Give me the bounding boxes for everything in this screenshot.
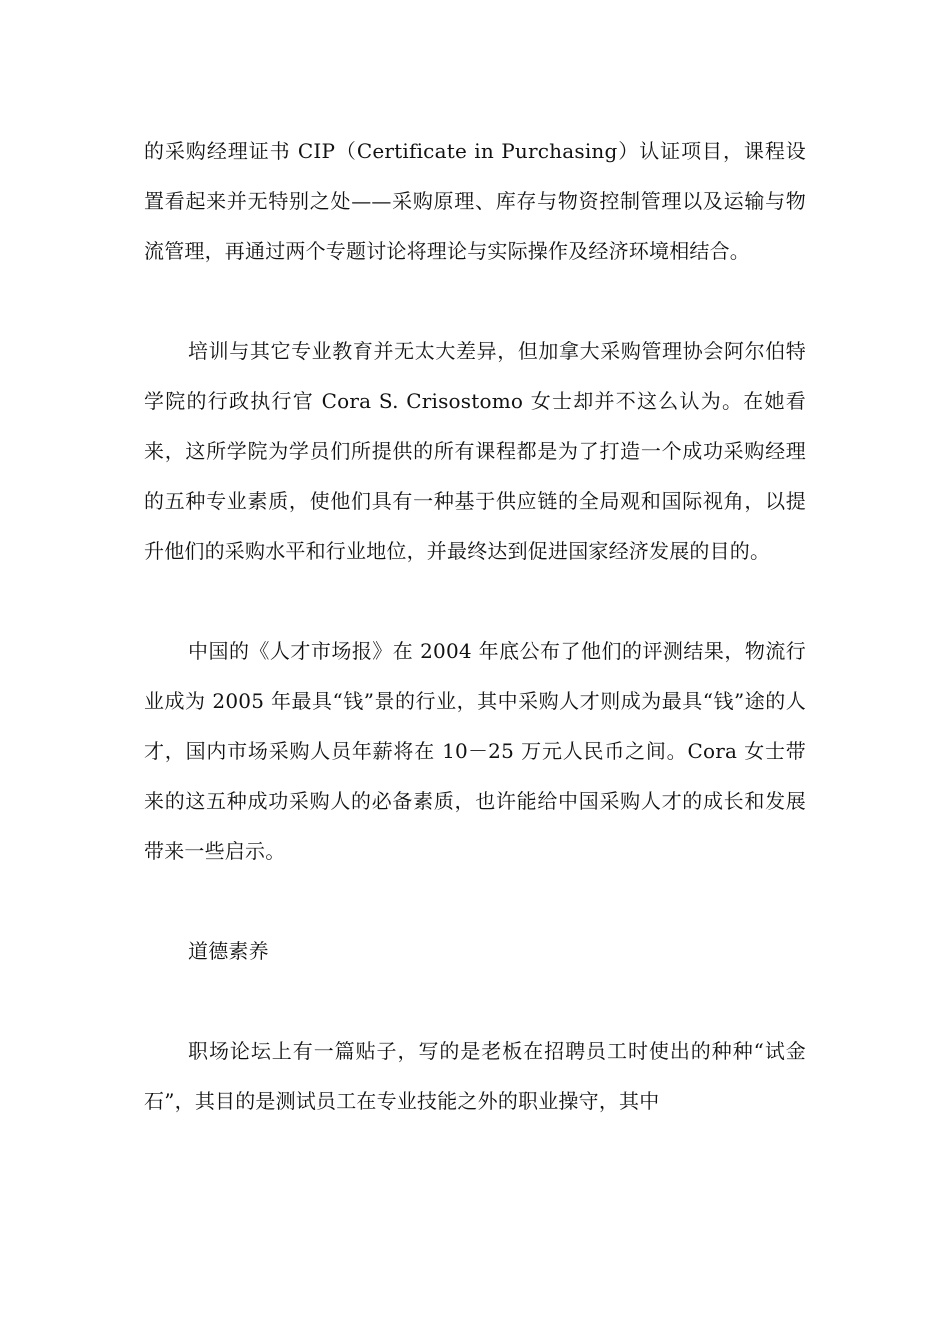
paragraph-talent-market-report: 中国的《人才市场报》在 2004 年底公布了他们的评测结果，物流行业成为 2005 年最具“钱”景的行业，其中采购人才则成为最具“钱”途的人才，国内市场采购人员年薪将在 10－25 万元人民币之间。Cora 女士带来的这五种成功采购人的必备素质，也许能给中国采购人才的成长和发展带来一些启示。 <box>144 639 806 863</box>
paragraph-workplace-forum: 职场论坛上有一篇贴子，写的是老板在招聘员工时使出的种种“试金石”，其目的是测试员工在专业技能之外的职业操守，其中 <box>144 1039 806 1113</box>
document-body <box>144 126 806 1176</box>
paragraph-training-view: 培训与其它专业教育并无太大差异，但加拿大采购管理协会阿尔伯特学院的行政执行官 Cora S. Crisostomo 女士却并不这么认为。在她看来，这所学院为学员们所提供的所有课程都是为了打造一个成功采购经理的五种专业素质，使他们具有一种基于供应链的全局观和国际视角，以提升他们的采购水平和行业地位，并最终达到促进国家经济发展的目的。 <box>144 339 806 563</box>
section-heading-moral-quality: 道德素养 <box>188 939 269 963</box>
paragraph-cip-certificate: 的采购经理证书 CIP（Certificate in Purchasing）认证项目，课程设置看起来并无特别之处——采购原理、库存与物资控制管理以及运输与物流管理，再通过两个专题讨论将理论与实际操作及经济环境相结合。 <box>144 139 806 263</box>
